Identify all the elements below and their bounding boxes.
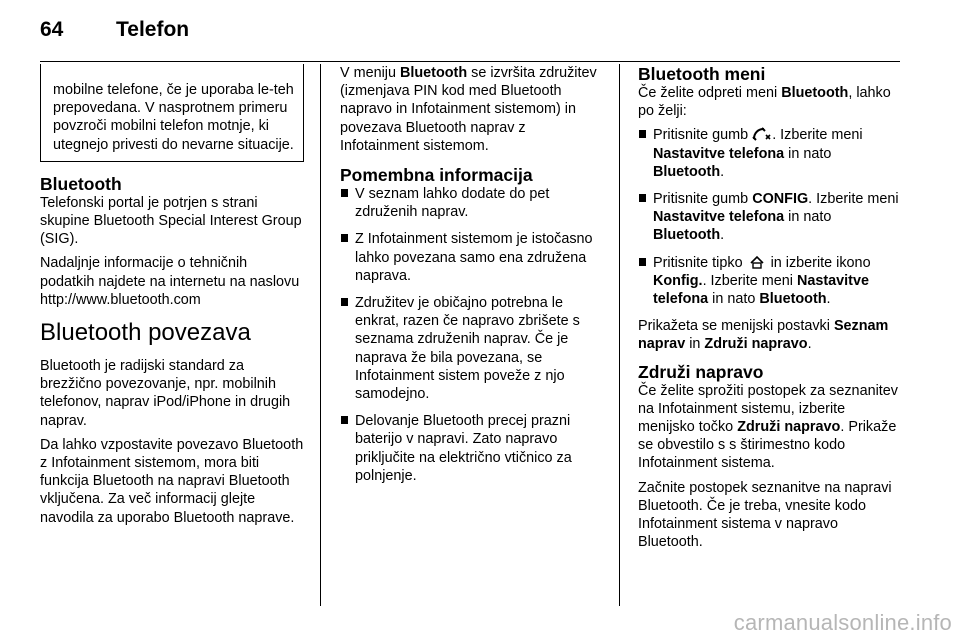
list-item: Pritisnite gumb CONFIG. Izberite meni Nastavitve telefona in nato Bluetooth. bbox=[638, 190, 900, 245]
bullet-icon bbox=[341, 234, 348, 242]
page-title: Telefon bbox=[116, 18, 190, 41]
section-heading-pomembna-informacija: Pomembna informacija bbox=[340, 165, 533, 186]
paragraph: Telefonski portal je potrjen s strani skupine Bluetooth Special Interest Group (SIG). bbox=[40, 194, 302, 248]
section-heading-zdruzi-napravo: Združi napravo bbox=[638, 361, 764, 382]
phone-key-icon bbox=[752, 127, 772, 141]
paragraph: Da lahko vzpostavite povezavo Bluetooth z Infotainment sistemom, mora biti funkcija Bluetooth na napravi Bluetooth vključena. Za več informacij glejte navodila za uporabo Bluetooth naprave. bbox=[40, 436, 304, 526]
paragraph: Bluetooth je radijski standard za brezžično povezovanje, npr. mobilnih telefonov, naprav iPod/iPhone in drugih naprav. bbox=[40, 358, 291, 429]
menu-open-list bbox=[638, 126, 900, 308]
bullet-icon bbox=[639, 194, 646, 202]
home-key-icon bbox=[747, 255, 767, 269]
page-number: 64 bbox=[40, 18, 64, 41]
list-item: Z Infotainment sistemom je istočasno lahko povezana samo ena združena naprava. bbox=[340, 230, 605, 285]
paragraph: Začnite postopek seznanitve na napravi Bluetooth. Če je treba, vnesite kodo Infotainment sistema v napravo Bluetooth. bbox=[638, 479, 892, 551]
header-divider bbox=[40, 61, 900, 62]
section-heading-bluetooth: Bluetooth bbox=[40, 173, 122, 194]
paragraph: V meniju Bluetooth se izvršita združitev (izmenjava PIN kod med Bluetooth napravo in Infotainment sistemom) in povezava Bluetooth naprav z Infotainment sistemom. bbox=[340, 65, 597, 154]
column-middle bbox=[340, 64, 605, 494]
bullet-icon bbox=[341, 189, 348, 197]
bullet-icon bbox=[341, 298, 348, 306]
list-item: V seznam lahko dodate do pet združenih naprav. bbox=[340, 185, 605, 221]
paragraph: Če želite sprožiti postopek za seznanitev na Infotainment sistemu, izberite menijsko točko Združi napravo. Prikaže se obvestilo s s štirimestno kodo Infotainment sistema. bbox=[638, 382, 898, 472]
watermark: carmanualsonline.info bbox=[733, 610, 952, 635]
column-right bbox=[638, 64, 900, 557]
list-item: Delovanje Bluetooth precej prazni baterijo v napravi. Zato napravo priključite na električno vtičnico za polnjenje. bbox=[340, 412, 605, 485]
bullet-icon bbox=[639, 258, 646, 266]
warning-box: mobilne telefone, če je uporaba le-teh prepovedana. V nasprotnem primeru povzroči mobilni telefon motnje, ki utegnejo privesti do nevarne situacije. bbox=[40, 64, 304, 162]
section-heading-bluetooth-meni: Bluetooth meni bbox=[638, 64, 766, 84]
paragraph: Prikažeta se menijski postavki Seznam naprav in Združi napravo. bbox=[638, 318, 889, 353]
list-item: Pritisnite tipko in izberite ikono Konfig.. Izberite meni Nastavitve telefona in nato Bluetooth. bbox=[638, 254, 900, 309]
section-heading-bluetooth-povezava: Bluetooth povezava bbox=[40, 319, 251, 347]
column-left bbox=[40, 64, 304, 533]
list-item: Pritisnite gumb . Izberite meni Nastavitve telefona in nato Bluetooth. bbox=[638, 126, 900, 181]
info-list bbox=[340, 185, 605, 485]
bullet-icon bbox=[341, 416, 348, 424]
paragraph: Če želite odpreti meni Bluetooth, lahko po želji: bbox=[638, 85, 891, 120]
paragraph: Nadaljnje informacije o tehničnih podatkih najdete na internetu na naslovu http://www.bluetooth.com bbox=[40, 255, 300, 308]
list-item: Združitev je običajno potrebna le enkrat, razen če napravo zbrišete s seznama združenih naprav. Če je naprava že bila povezana, se Infotainment sistem poveže z njo samodejno. bbox=[340, 294, 605, 403]
column-divider-2 bbox=[619, 64, 620, 606]
bullet-icon bbox=[639, 130, 646, 138]
column-divider-1 bbox=[320, 64, 321, 606]
